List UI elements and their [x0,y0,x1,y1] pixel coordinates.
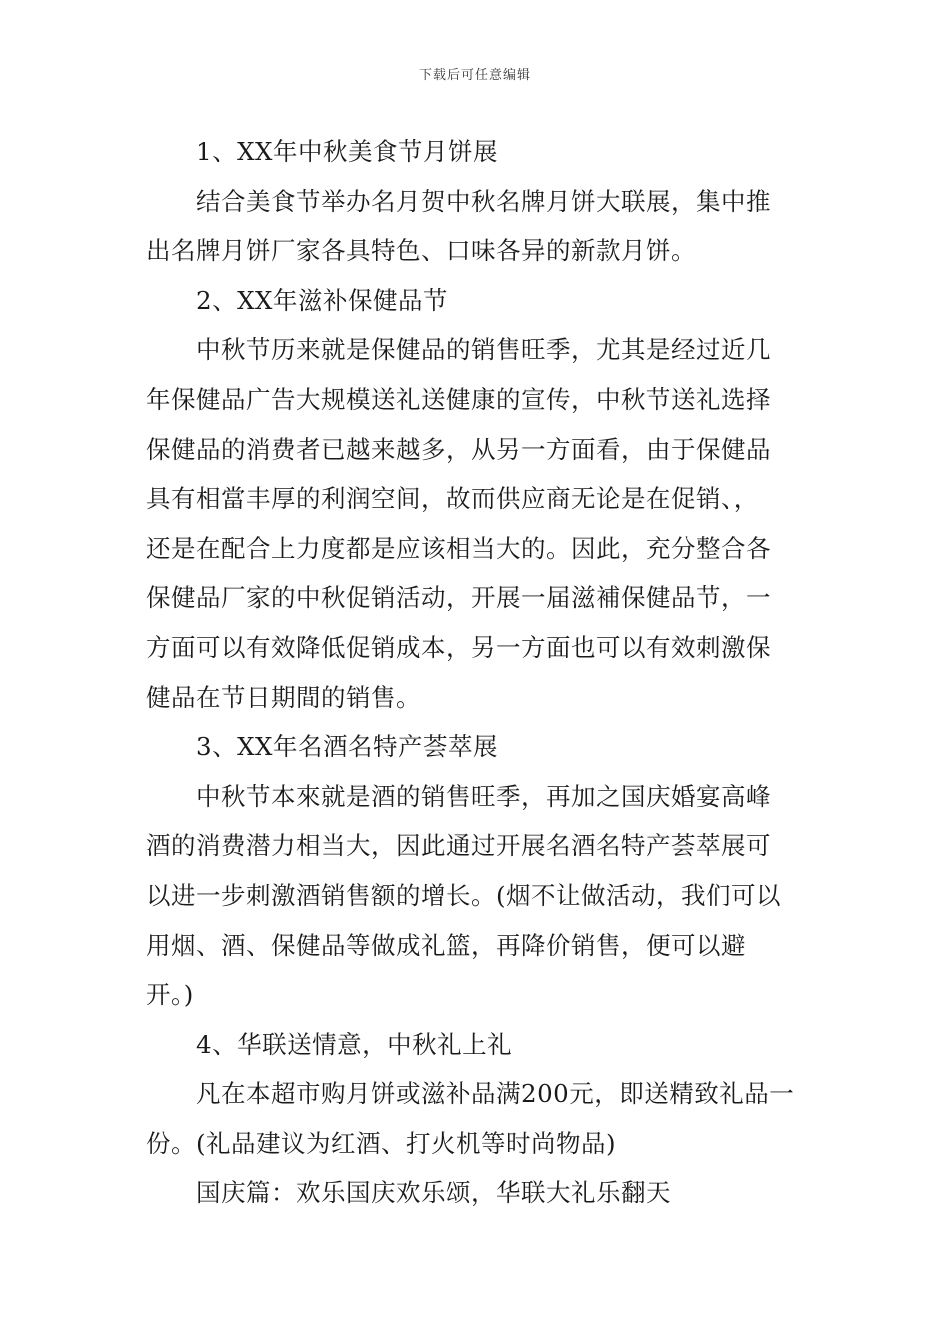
paragraph-line: 用烟、酒、保健品等做成礼篮，再降价销售，便可以避 [146,930,746,960]
paragraph-line: 酒的消费潜力相当大，因此通过开展名酒名特产荟萃展可 [146,831,771,861]
paragraph-line: 健品在节日期間的销售。 [146,682,421,712]
paragraph-line: 结合美食节举办名月贺中秋名牌月饼大联展，集中推 [196,186,771,216]
paragraph-line: 份。(礼品建议为红酒、打火机等时尚物品) [146,1128,617,1158]
section-heading: 4、华联送情意，中秋礼上礼 [196,1029,513,1059]
paragraph-line: 凡在本超市购月饼或滋补品满200元，即送精致礼品一 [196,1079,795,1109]
paragraph-line: 中秋节本來就是酒的销售旺季，再加之国庆婚宴高峰 [196,781,771,811]
paragraph-line: 方面可以有效降低促销成本，另一方面也可以有效刺激保 [146,632,771,662]
paragraph-line: 出名牌月饼厂家各具特色、口味各异的新款月饼。 [146,236,696,266]
section-heading: 1、XX年中秋美食节月饼展 [196,137,498,166]
paragraph-line: 中秋节历来就是保健品的销售旺季，尤其是经过近几 [196,335,771,365]
paragraph-line: 具有相當丰厚的利润空间，故而供应商无论是在促销、， [146,484,759,514]
section-heading: 3、XX年名酒名特产荟萃展 [196,732,498,762]
paragraph-line: 以进一步刺激酒销售额的增长。(烟不让做活动，我们可以 [146,880,782,910]
paragraph-line: 保健品厂家的中秋促销活动，开展一届滋補保健品节，一 [146,583,771,613]
document-body [146,127,806,1218]
paragraph-line: 保健品的消费者已越来越多，从另一方面看，由于保健品 [146,434,771,464]
paragraph-line: 开。) [146,980,194,1010]
page-header-note: 下载后可任意编辑 [418,68,531,83]
section-heading: 2、XX年滋补保健品节 [196,285,448,315]
section-heading: 国庆篇：欢乐国庆欢乐颂，华联大礼乐翻天 [196,1178,671,1208]
paragraph-line: 年保健品广告大规模送礼送健康的宣传，中秋节送礼选择 [146,384,771,414]
paragraph-line: 还是在配合上力度都是应该相当大的。因此，充分整合各 [146,533,771,563]
